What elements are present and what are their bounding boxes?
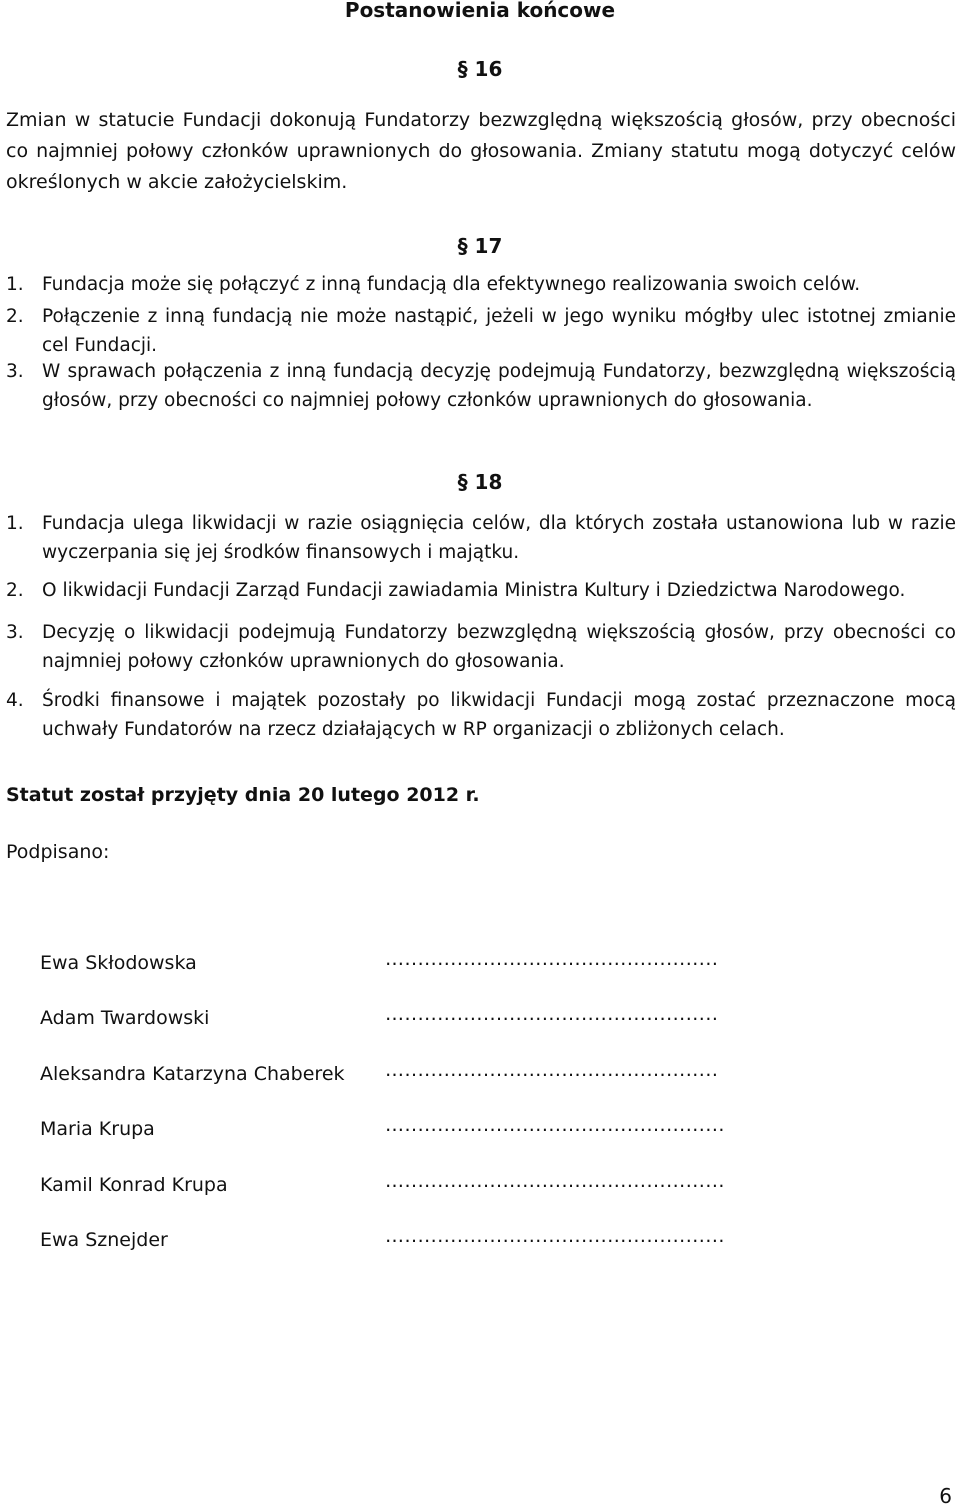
item-text: W sprawach połączenia z inną fundacją decyzję podejmują Fundatorzy, bezwzględną większością głosów, przy obecności co najmniej połowy członków uprawnionych do głosowania. — [42, 361, 956, 411]
section-17-item — [6, 302, 956, 360]
item-text: Fundacja ulega likwidacji w razie osiągnięcia celów, dla których została ustanowiona lub w razie wyczerpania się jej środków finansowych i majątku. — [42, 513, 956, 563]
signatory-row — [40, 1003, 960, 1033]
signature-line: …................................................. — [385, 1170, 725, 1192]
section-18-item — [6, 618, 956, 676]
section-16-text: Zmian w statucie Fundacji dokonują Fundatorzy bezwzględną większością głosów, przy obecności co najmniej połowy członków uprawnionych do głosowania. Zmiany statutu mogą dotyczyć celów określonych w akcie założycielskim. — [6, 109, 956, 193]
item-text: Decyzję o likwidacji podejmują Fundatorzy bezwzględną większością głosów, przy obecności co najmniej połowy członków uprawnionych do głosowania. — [42, 622, 956, 672]
section-17-title: § 17 — [457, 234, 503, 258]
item-number: 2. — [6, 306, 24, 327]
item-number: 4. — [6, 690, 24, 711]
page-number: 6 — [939, 1484, 952, 1508]
signatory-name: Ewa Skłodowska — [40, 952, 197, 974]
signatory-name: Ewa Sznejder — [40, 1229, 168, 1251]
signatory-row — [40, 1170, 960, 1200]
section-18-item — [6, 576, 956, 605]
signatory-name: Kamil Konrad Krupa — [40, 1174, 228, 1196]
signatory-row — [40, 1059, 960, 1089]
signature-line: …................................................. — [385, 1225, 725, 1247]
signatory-row — [40, 1225, 960, 1255]
signatory-row — [40, 1114, 960, 1144]
document-heading: Postanowienia końcowe — [344, 0, 616, 22]
signature-line: …................................................. — [385, 1114, 725, 1136]
signatory-name: Maria Krupa — [40, 1118, 155, 1140]
section-18-item — [6, 686, 956, 744]
item-number: 3. — [6, 622, 24, 643]
section-17-item — [6, 270, 956, 299]
section-18-item — [6, 509, 956, 567]
signature-line: …................................................ — [385, 1059, 719, 1081]
item-number: 3. — [6, 361, 24, 382]
item-number: 1. — [6, 274, 24, 295]
section-16-title: § 16 — [457, 57, 503, 81]
section-17-item — [6, 357, 956, 415]
signed-label: Podpisano: — [6, 841, 110, 863]
item-number: 1. — [6, 513, 24, 534]
signatory-name: Aleksandra Katarzyna Chaberek — [40, 1063, 345, 1085]
item-number: 2. — [6, 580, 24, 601]
item-text: Połączenie z inną fundacją nie może nastąpić, jeżeli w jego wyniku mógłby ulec istotnej zmianie cel Fundacji. — [42, 306, 956, 356]
item-text: O likwidacji Fundacji Zarząd Fundacji zawiadamia Ministra Kultury i Dziedzictwa Narodowego. — [42, 580, 906, 601]
item-text: Środki finansowe i majątek pozostały po likwidacji Fundacji mogą zostać przeznaczone mocą uchwały Fundatorów na rzecz działających w RP organizacji o zbliżonych celach. — [42, 690, 956, 740]
item-text: Fundacja może się połączyć z inną fundacją dla efektywnego realizowania swoich celów. — [42, 274, 861, 295]
signatory-name: Adam Twardowski — [40, 1007, 210, 1029]
signatory-row — [40, 948, 960, 978]
signature-line: …................................................ — [385, 1003, 719, 1025]
signature-line: …................................................ — [385, 948, 719, 970]
statute-adopted-date: Statut został przyjęty dnia 20 lutego 2012 r. — [6, 784, 480, 806]
section-18-title: § 18 — [457, 470, 503, 494]
